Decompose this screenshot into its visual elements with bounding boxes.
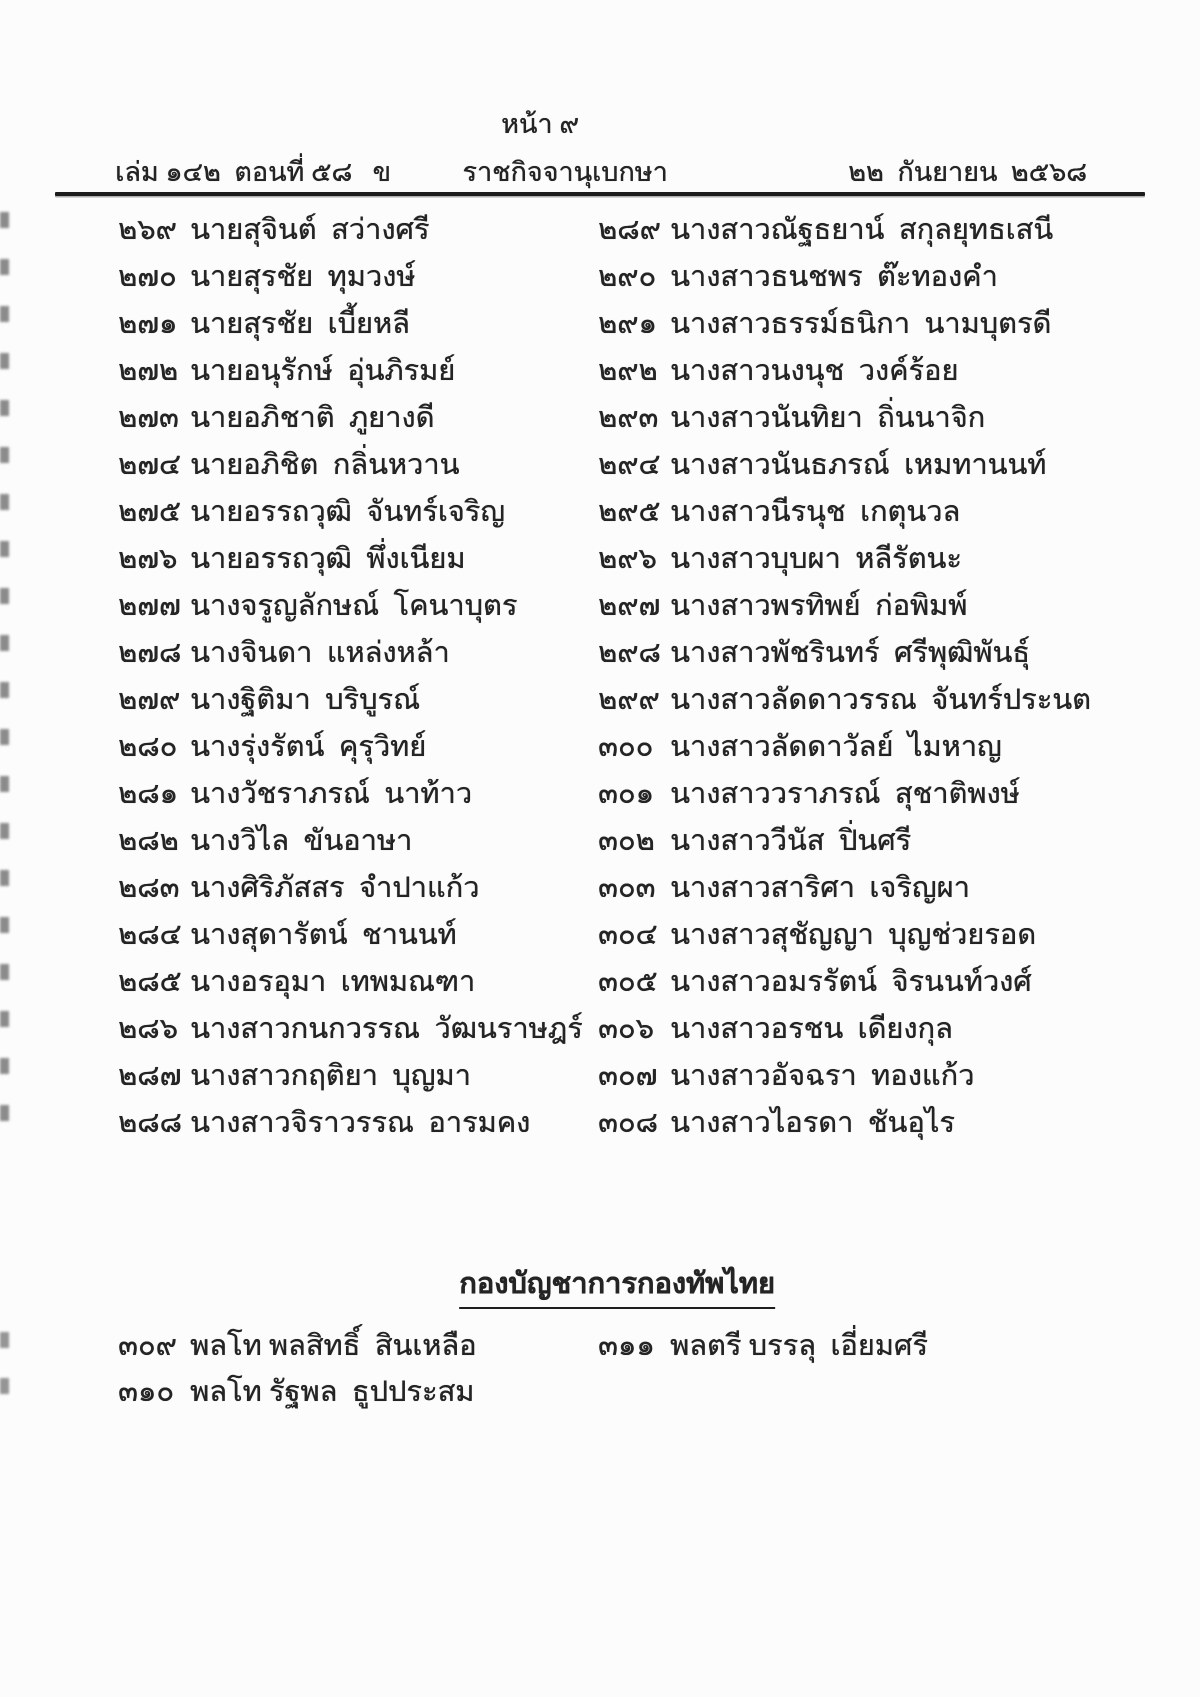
list-item: [118, 628, 593, 675]
entry-name: พลโท รัฐพล ธูปประสม: [190, 1376, 475, 1408]
entry-name: นางสาววราภรณ์ สุชาติพงษ์: [670, 777, 1020, 810]
list-item: [118, 534, 593, 581]
entry-number: ๒๙๒: [598, 354, 658, 387]
entry-number: ๒๙๓: [598, 401, 659, 434]
list-item: [598, 1322, 1118, 1368]
entry-name: นางอรอุมา เทพมณฑา: [190, 965, 476, 998]
entry-number: ๒๗๒: [118, 354, 179, 387]
list-item: [598, 581, 1118, 628]
entry-number: ๒๘๙: [598, 213, 661, 246]
entry-number: ๒๙๐: [598, 260, 657, 293]
entry-number: ๒๘๑: [118, 777, 178, 810]
entry-number: ๒๘๒: [118, 824, 179, 857]
entry-name: นางสาวพรทิพย์ ก่อพิมพ์: [670, 589, 968, 622]
list-item: [118, 581, 593, 628]
entry-number: ๒๗๘: [118, 636, 182, 669]
entry-name: นางสาวธนชพร ต๊ะทองคำ: [670, 260, 998, 293]
entry-number: ๒๙๗: [598, 589, 661, 622]
list-item: [598, 205, 1118, 252]
list-item: [598, 769, 1118, 816]
entry-name: นางรุ่งรัตน์ คุรุวิทย์: [190, 730, 427, 763]
entry-number: ๒๙๖: [598, 542, 657, 575]
entry-number: ๓๐๔: [598, 918, 658, 951]
entry-number: ๒๗๓: [118, 401, 179, 434]
list-item: [598, 957, 1118, 1004]
entry-name: นางศิริภัสสร จำปาแก้ว: [190, 871, 480, 904]
entry-name: นางสาวลัดดาวัลย์ ไมหาญ: [670, 730, 1002, 763]
entry-name: พลตรี บรรลุ เอี่ยมศรี: [670, 1330, 928, 1362]
entry-name: นางสาวบุบผา หลีรัตนะ: [670, 542, 962, 575]
entry-name: นางสาวไอรดา ชันอุไร: [670, 1106, 955, 1139]
list-item: [118, 1322, 593, 1368]
entry-number: ๒๘๖: [118, 1012, 178, 1045]
entry-number: ๓๐๗: [598, 1059, 658, 1092]
list-item: [118, 1051, 593, 1098]
entry-name: นางสาวจิราวรรณ อารมคง: [190, 1106, 531, 1139]
entry-name: นางสาวพัชรินทร์ ศรีพุฒิพันธุ์: [670, 636, 1030, 669]
entry-number: ๓๐๙: [118, 1330, 177, 1362]
entry-name: นางสาวกนกวรรณ วัฒนราษฎร์: [190, 1012, 583, 1045]
entry-name: นางสุดารัตน์ ชานนท์: [190, 918, 457, 951]
entry-number: ๓๐๕: [598, 965, 658, 998]
entry-name: นางวัชราภรณ์ นาท้าว: [190, 777, 472, 810]
entry-name: นางสาวนีรนุช เกตุนวล: [670, 495, 961, 528]
list-item: [118, 816, 593, 863]
entry-name: นายสุรชัย ทุมวงษ์: [190, 260, 416, 293]
list-item: [118, 957, 593, 1004]
list-item: [598, 1098, 1118, 1145]
section-heading-royal-thai-armed-forces-hq: กองบัญชาการกองทัพไทย: [459, 1260, 775, 1309]
issue-date: ๒๒ กันยายน ๒๕๖๘: [848, 157, 1087, 187]
list-item: [598, 252, 1118, 299]
entry-number: ๒๖๙: [118, 213, 177, 246]
entry-number: ๒๙๔: [598, 448, 661, 481]
entry-name: นางสาวธรรม์ธนิกา นามบุตรดี: [670, 307, 1052, 340]
entry-name: นางจรูญลักษณ์ โคนาบุตร: [190, 589, 518, 622]
list-item: [118, 722, 593, 769]
list-item: [118, 487, 593, 534]
entry-name: นางสาวอรชน เดียงกุล: [670, 1012, 953, 1045]
entry-name: นางสาวอัจฉรา ทองแก้ว: [670, 1059, 975, 1092]
entry-name: นางสาวนันธภรณ์ เหมทานนท์: [670, 448, 1047, 481]
entry-name: นายอภิชาติ ภูยางดี: [190, 401, 435, 434]
list-item: [598, 910, 1118, 957]
list-item: [598, 534, 1118, 581]
entry-number: ๒๗๙: [118, 683, 181, 716]
entry-number: ๒๘๗: [118, 1059, 182, 1092]
entry-number: ๒๘๔: [118, 918, 182, 951]
entry-name: นางสาวลัดดาวรรณ จันทร์ประนต: [670, 683, 1091, 716]
list-item: [118, 910, 593, 957]
list-item: [598, 487, 1118, 534]
list-item: [118, 346, 593, 393]
list-item: [598, 628, 1118, 675]
scan-edge-artifacts: [0, 1332, 9, 1424]
entry-name: นางสาวสุชัญญา บุญช่วยรอด: [670, 918, 1037, 951]
entry-number: ๒๘๐: [118, 730, 178, 763]
entry-name: นางสาวณัฐธยาน์ สกุลยุทธเสนี: [670, 213, 1054, 246]
volume-part-label: เล่ม ๑๔๒ ตอนที่ ๕๘ ข: [115, 157, 391, 187]
list-item: [598, 722, 1118, 769]
header-divider-rule: [55, 192, 1145, 196]
list-item: [118, 1004, 593, 1051]
list-item: [598, 863, 1118, 910]
list-item: [598, 299, 1118, 346]
scan-edge-artifacts: [0, 212, 9, 1137]
list-item: [598, 1004, 1118, 1051]
entry-number: ๒๗๗: [118, 589, 181, 622]
list-item: [598, 346, 1118, 393]
entry-name: นางสาวสาริศา เจริญผา: [670, 871, 970, 904]
list-item: [118, 769, 593, 816]
entry-number: ๒๙๙: [598, 683, 660, 716]
entry-name: นางฐิติมา บริบูรณ์: [190, 683, 420, 716]
entry-name: นางสาวนันทิยา ถิ่นนาจิก: [670, 401, 986, 434]
entry-number: ๒๘๓: [118, 871, 180, 904]
entry-number: ๒๘๘: [118, 1106, 182, 1139]
list-item: [598, 675, 1118, 722]
entry-name: นายสุรชัย เบี้ยหลี: [190, 307, 410, 340]
entry-number: ๒๘๕: [118, 965, 182, 998]
list-item: [118, 440, 593, 487]
entry-number: ๓๐๒: [598, 824, 655, 857]
list-item: [118, 252, 593, 299]
entry-number: ๓๐๓: [598, 871, 656, 904]
list-item: [118, 393, 593, 440]
list-item: [118, 675, 593, 722]
entry-name: นางวิไล ขันอาษา: [190, 824, 413, 857]
entry-name: นางสาวนงนุช วงค์ร้อย: [670, 354, 959, 387]
roster-right-column: [598, 205, 1118, 1145]
hq-roster-left-column: [118, 1322, 593, 1414]
entry-number: ๒๙๑: [598, 307, 657, 340]
hq-roster-right-column: [598, 1322, 1118, 1368]
list-item: [598, 393, 1118, 440]
entry-number: ๒๗๐: [118, 260, 177, 293]
entry-name: นางจินดา แหล่งหล้า: [190, 636, 450, 669]
list-item: [118, 863, 593, 910]
entry-name: นางสาวอมรรัตน์ จิรนนท์วงศ์: [670, 965, 1032, 998]
entry-number: ๓๑๐: [118, 1376, 174, 1408]
entry-name: นายอนุรักษ์ อุ่นภิรมย์: [190, 354, 456, 387]
entry-number: ๒๙๕: [598, 495, 661, 528]
list-item: [598, 1051, 1118, 1098]
entry-number: ๒๗๕: [118, 495, 181, 528]
entry-name: นางสาวกฤติยา บุญมา: [190, 1059, 471, 1092]
masthead: [0, 150, 1200, 190]
entry-name: นางสาววีนัส ปิ่นศรี: [670, 824, 912, 857]
list-item: [598, 816, 1118, 863]
entry-number: ๓๐๑: [598, 777, 654, 810]
entry-number: ๓๐๐: [598, 730, 654, 763]
entry-number: ๓๑๑: [598, 1330, 655, 1362]
gazette-title: ราชกิจจานุเบกษา: [462, 157, 668, 187]
entry-name: นายอรรถวุฒิ พึ่งเนียม: [190, 542, 466, 575]
entry-name: นายอภิชิต กลิ่นหวาน: [190, 448, 460, 481]
entry-name: นายสุจินต์ สว่างศรี: [190, 213, 430, 246]
entry-number: ๒๙๘: [598, 636, 661, 669]
list-item: [118, 1098, 593, 1145]
entry-number: ๒๗๑: [118, 307, 178, 340]
page-number-label: หน้า ๙: [501, 109, 579, 139]
entry-number: ๒๗๔: [118, 448, 181, 481]
entry-number: ๓๐๘: [598, 1106, 658, 1139]
entry-name: นายอรรถวุฒิ จันทร์เจริญ: [190, 495, 505, 528]
list-item: [118, 299, 593, 346]
list-item: [118, 1368, 593, 1414]
list-item: [598, 440, 1118, 487]
roster-left-column: [118, 205, 593, 1145]
list-item: [118, 205, 593, 252]
entry-name: พลโท พลสิทธิ์ สินเหลือ: [190, 1330, 477, 1362]
entry-number: ๓๐๖: [598, 1012, 654, 1045]
entry-number: ๒๗๖: [118, 542, 178, 575]
